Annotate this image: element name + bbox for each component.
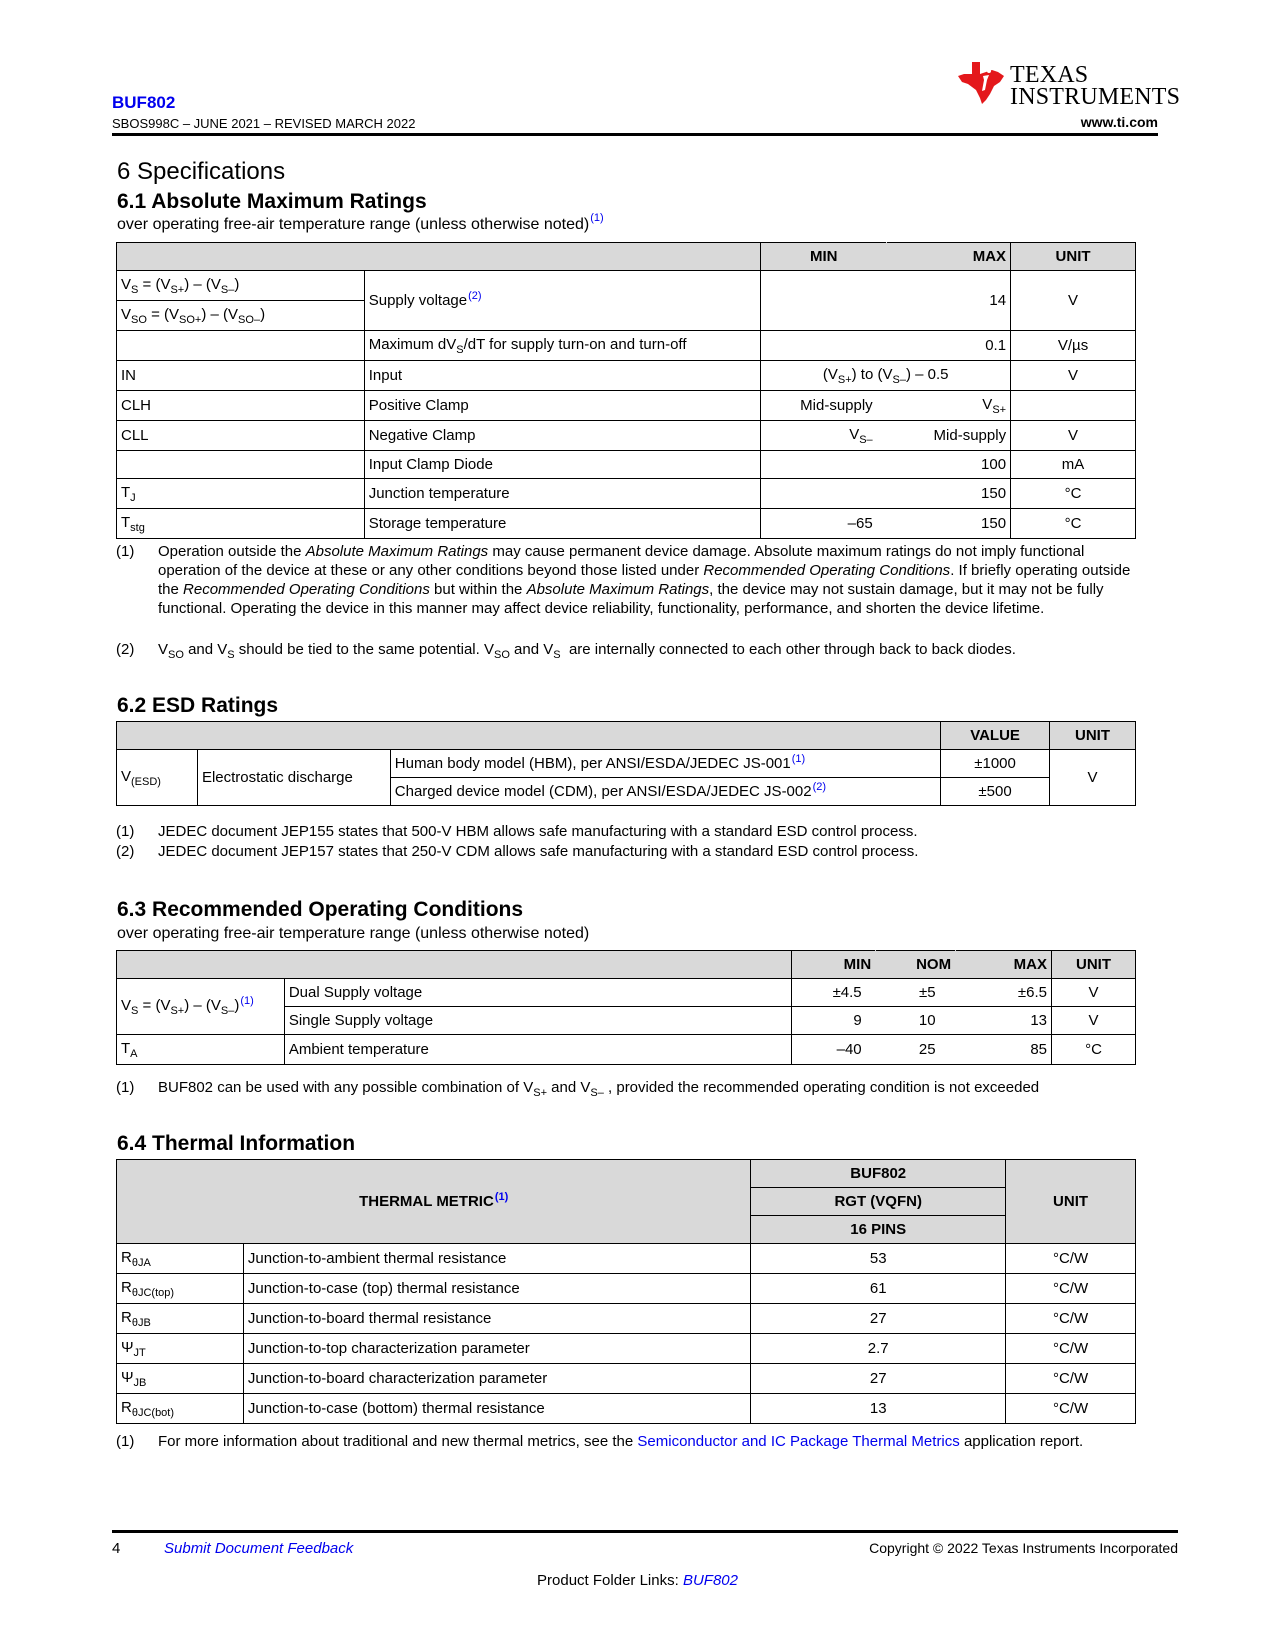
value-cell: 13 (751, 1394, 1006, 1424)
value-cell: 61 (751, 1274, 1006, 1304)
product-link[interactable]: BUF802 (682, 1572, 738, 1589)
header-blank (117, 722, 941, 750)
footnote-number: (1) (116, 823, 135, 840)
thermal-table (116, 1159, 1136, 1424)
desc-cell: Junction-to-case (top) thermal resistance (243, 1274, 750, 1304)
symbol-cell: $R_{\theta JB}$ (117, 1304, 244, 1334)
desc-cell: Junction-to-ambient thermal resistance (243, 1244, 750, 1274)
thermal-title: 6.4 Thermal Information (117, 1132, 356, 1155)
max-cell: 13 (956, 1007, 1052, 1035)
footnote-ref[interactable]: (1) (791, 753, 806, 765)
header-min: MIN (792, 951, 876, 979)
param-cell: Input (364, 361, 761, 391)
unit-cell: °C/W (1006, 1394, 1136, 1424)
product-folder-links (0, 1572, 1275, 1589)
value-cell: 2.7 (751, 1334, 1006, 1364)
table-header-row (117, 951, 1136, 979)
value-cell: 53 (751, 1244, 1006, 1274)
symbol-cell: $\Psi_{JT}$ (117, 1334, 244, 1364)
table-header-row (117, 722, 1136, 750)
ti-logo (958, 60, 1181, 112)
footnote-text: JEDEC document JEP157 states that 250-V CDM allows safe manufacturing with a standard ESD control process. (158, 843, 919, 860)
header-unit: UNIT (1006, 1160, 1136, 1244)
unit-cell: °C/W (1006, 1304, 1136, 1334)
texas-state-icon (958, 60, 1006, 106)
footnote-text: For more information about traditional and new thermal metrics, see the Semiconductor and IC Package Thermal Metrics application report. (158, 1433, 1084, 1450)
header-value: VALUE (941, 722, 1050, 750)
table-row (117, 451, 1136, 479)
table-row (117, 271, 1136, 301)
value-cell: ±1000 (941, 750, 1050, 778)
footnote (116, 640, 1146, 661)
table-row (117, 331, 1136, 361)
unit-cell: V (1052, 1007, 1136, 1035)
footnote-ref[interactable]: (2) (812, 781, 827, 793)
header-max: MAX (887, 243, 1011, 271)
min-cell: –65 (761, 509, 887, 539)
desc-cell: Junction-to-board characterization parameter (243, 1364, 750, 1394)
table-header-row (117, 243, 1136, 271)
table-row (117, 979, 1136, 1007)
unit-cell: °C/W (1006, 1364, 1136, 1394)
footnote-text: Operation outside the Absolute Maximum Ratings may cause permanent device damage. Absolute maximum ratings do not imply functional operation of the device at these or any other conditions beyond those listed under Recommended Operating Conditions. If briefly operating outside the Recommended Operating Conditions but within the Absolute Maximum Ratings, the device may not sustain damage, but it may not be fully functional. Operating the device in this manner may affect device reliability, functionality, performance, and shorten the device lifetime. (158, 543, 1131, 617)
symbol-cell (117, 451, 365, 479)
unit-cell: V (1011, 271, 1136, 331)
roc-subtitle: over operating free-air temperature range (unless otherwise noted) (117, 925, 590, 942)
footnote-text: $V_{SO}$ and $V_S$ should be tied to the same potential. $V_{SO}$ and $V_S$ are internally connected to each other through back to back diodes. (158, 641, 1016, 661)
product-links-label: Product Folder Links: (537, 1572, 683, 1589)
symbol-cell: CLH (117, 391, 365, 421)
footnote-number: (2) (116, 641, 135, 658)
unit-cell: V/µs (1011, 331, 1136, 361)
footnote-ref[interactable]: (1) (590, 212, 604, 224)
header-blank (117, 951, 792, 979)
footnote-text: BUF802 can be used with any possible combination of $V_{S+}$ and $V_{S-}$ , provided the recommended operating condition is not exceeded (158, 1079, 1040, 1099)
table-row (117, 750, 1136, 778)
footnote-text: JEDEC document JEP155 states that 500-V HBM allows safe manufacturing with a standard ESD control process. (158, 823, 918, 840)
footnote-number: (1) (116, 1433, 135, 1450)
param-cell: Ambient temperature (284, 1035, 791, 1065)
header-package: RGT (VQFN) (751, 1188, 1006, 1216)
desc-cell: Charged device model (CDM), per ANSI/ESDA/JEDEC JS-002$^{(2)}$ (390, 778, 940, 806)
header-unit: UNIT (1050, 722, 1136, 750)
desc-cell: Junction-to-top characterization parameter (243, 1334, 750, 1364)
footnote (116, 842, 1136, 861)
table-row (117, 1364, 1136, 1394)
max-cell: ±6.5 (956, 979, 1052, 1007)
table-header-row (117, 1160, 1136, 1188)
footnote-ref[interactable]: (2) (468, 290, 482, 302)
unit-cell: °C/W (1006, 1244, 1136, 1274)
max-cell: Mid-supply (887, 421, 1011, 451)
param-cell: Negative Clamp (364, 421, 761, 451)
param-text: Supply voltage (368, 292, 468, 309)
symbol-cell: $R_{\theta JA}$ (117, 1244, 244, 1274)
min-cell: ±4.5 (792, 979, 876, 1007)
max-cell: 150 (887, 479, 1011, 509)
amr-table (116, 242, 1136, 539)
value-cell: ±500 (941, 778, 1050, 806)
esd-table (116, 721, 1136, 806)
symbol-cell: $R_{\theta JC(top)}$ (117, 1274, 244, 1304)
max-cell: 150 (887, 509, 1011, 539)
max-cell: 85 (956, 1035, 1052, 1065)
amr-subtitle (117, 212, 604, 234)
symbol-cell: IN (117, 361, 365, 391)
footnote-ref[interactable]: (1) (240, 995, 254, 1007)
symbol-cell: $T_A$ (117, 1035, 285, 1065)
header-min: MIN (761, 243, 887, 271)
roc-title: 6.3 Recommended Operating Conditions (117, 898, 524, 921)
min-cell (761, 271, 887, 331)
max-cell: 100 (887, 451, 1011, 479)
footnote-number: (1) (116, 543, 135, 560)
esd-title: 6.2 ESD Ratings (117, 694, 279, 717)
symbol-cell: $\Psi_{JB}$ (117, 1364, 244, 1394)
min-cell: Mid-supply (761, 391, 887, 421)
header-unit: UNIT (1011, 243, 1136, 271)
amr-title: 6.1 Absolute Maximum Ratings (117, 190, 427, 213)
max-cell: 0.1 (887, 331, 1011, 361)
amr-subtitle-text: over operating free-air temperature range (unless otherwise noted) (117, 216, 590, 233)
logo-line2: INSTRUMENTS (1010, 84, 1181, 110)
desc-cell: Junction-to-case (bottom) thermal resistance (243, 1394, 750, 1424)
header-device: BUF802 (751, 1160, 1006, 1188)
table-row (117, 1334, 1136, 1364)
symbol-cell: $V_S = (V_{S+}) - (V_{S-})$ (117, 271, 365, 301)
symbol-cell: $V_{(ESD)}$ (117, 750, 198, 806)
table-row (117, 421, 1136, 451)
header-pins: 16 PINS (751, 1216, 1006, 1244)
unit-cell: °C/W (1006, 1274, 1136, 1304)
footnote-number: (2) (116, 843, 135, 860)
min-cell: $V_{S-}$ (761, 421, 887, 451)
nom-cell: 10 (876, 1007, 956, 1035)
footnote-ref[interactable]: (1) (494, 1191, 509, 1203)
value-cell: 27 (751, 1364, 1006, 1394)
header-blank (117, 243, 761, 271)
footnote (116, 542, 1136, 618)
roc-table (116, 950, 1136, 1065)
unit-cell: V (1050, 750, 1136, 806)
table-row (117, 361, 1136, 391)
header-nom: NOM (876, 951, 956, 979)
footnote (116, 822, 1136, 841)
table-row (117, 1304, 1136, 1334)
unit-cell: °C (1011, 479, 1136, 509)
logo-line1: TEXAS (1010, 62, 1089, 88)
unit-cell: °C/W (1006, 1334, 1136, 1364)
table-row (117, 479, 1136, 509)
max-cell: $V_{S+}$ (887, 391, 1011, 421)
copyright: Copyright © 2022 Texas Instruments Incorporated (869, 1540, 1178, 1556)
symbol-cell: CLL (117, 421, 365, 451)
symbol-cell: $T_{stg}$ (117, 509, 365, 539)
param-cell: Dual Supply voltage (284, 979, 791, 1007)
desc-cell: Human body model (HBM), per ANSI/ESDA/JEDEC JS-001$^{(1)}$ (390, 750, 940, 778)
symbol-cell (117, 331, 365, 361)
footnote (116, 1432, 1136, 1451)
footnote (116, 1078, 1156, 1099)
unit-cell: V (1011, 361, 1136, 391)
site-url-link[interactable]: www.ti.com (1080, 114, 1158, 130)
submit-feedback-link[interactable]: Submit Document Feedback (164, 1540, 354, 1557)
unit-cell: V (1011, 421, 1136, 451)
footer-divider (112, 1530, 1178, 1533)
table-row (117, 1274, 1136, 1304)
param-cell: Junction temperature (364, 479, 761, 509)
unit-cell: mA (1011, 451, 1136, 479)
part-number-link[interactable]: BUF802 (112, 93, 176, 112)
header-thermal-metric: THERMAL METRIC$^{(1)}$ (117, 1160, 751, 1244)
table-row (117, 1244, 1136, 1274)
param-cell: Single Supply voltage (284, 1007, 791, 1035)
symbol-cell: $V_{SO} = (V_{SO+}) - (V_{SO-})$ (117, 301, 365, 331)
param-cell (364, 271, 761, 331)
footnote-number: (1) (116, 1079, 135, 1096)
table-row (117, 1394, 1136, 1424)
min-cell: 9 (792, 1007, 876, 1035)
param-cell: Storage temperature (364, 509, 761, 539)
table-row (117, 1035, 1136, 1065)
min-cell (761, 479, 887, 509)
desc-cell: Junction-to-board thermal resistance (243, 1304, 750, 1334)
range-cell: $(V_{S+})$ to $(V_{S-}) - 0.5$ (761, 361, 1011, 391)
header-max: MAX (956, 951, 1052, 979)
param-cell: Input Clamp Diode (364, 451, 761, 479)
header-divider (112, 133, 1158, 136)
symbol-cell: $T_J$ (117, 479, 365, 509)
unit-cell: V (1052, 979, 1136, 1007)
min-cell (761, 451, 887, 479)
section-title: 6 Specifications (117, 158, 286, 185)
symbol-cell: $R_{\theta JC(bot)}$ (117, 1394, 244, 1424)
nom-cell: 25 (876, 1035, 956, 1065)
param-cell: Electrostatic discharge (197, 750, 390, 806)
thermal-metrics-link[interactable]: Semiconductor and IC Package Thermal Metrics (637, 1433, 960, 1450)
unit-cell (1011, 391, 1136, 421)
symbol-cell: $V_S = (V_{S+}) - (V_{S-})^{(1)}$ (117, 979, 285, 1035)
param-cell: Maximum $dV_S/dT$ for supply turn-on and turn-off (364, 331, 761, 361)
param-cell: Positive Clamp (364, 391, 761, 421)
value-cell: 27 (751, 1304, 1006, 1334)
ti-wordmark (1010, 64, 1180, 108)
doc-revision: SBOS998C – JUNE 2021 – REVISED MARCH 2022 (112, 116, 416, 131)
min-cell (761, 331, 887, 361)
unit-cell: °C (1052, 1035, 1136, 1065)
nom-cell: ±5 (876, 979, 956, 1007)
max-cell: 14 (887, 271, 1011, 331)
table-row (117, 509, 1136, 539)
min-cell: –40 (792, 1035, 876, 1065)
page-number: 4 (112, 1540, 121, 1557)
header-unit: UNIT (1052, 951, 1136, 979)
unit-cell: °C (1011, 509, 1136, 539)
table-row (117, 391, 1136, 421)
